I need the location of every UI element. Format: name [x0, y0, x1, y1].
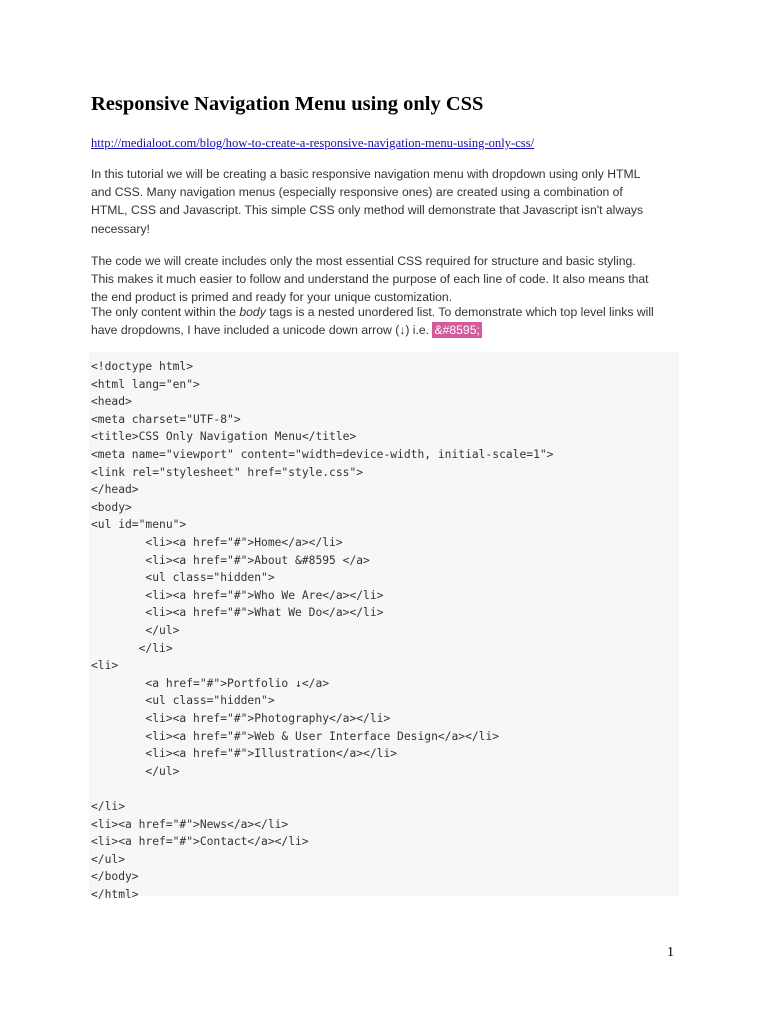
- code-line: <title>CSS Only Navigation Menu</title>: [91, 430, 357, 444]
- code-line: <html lang="en">: [91, 377, 200, 391]
- code-line: </ul>: [91, 852, 126, 866]
- code-line: </html>: [91, 888, 139, 901]
- content-paragraph: [91, 303, 691, 339]
- code-line: <ul class="hidden">: [91, 571, 275, 585]
- code-line: <head>: [91, 395, 132, 409]
- page-number: 1: [667, 945, 674, 960]
- text-segment: have dropdowns, I have included a unicode down arrow (↓) i.e.: [91, 323, 433, 338]
- page-title: Responsive Navigation Menu using only CSS: [91, 93, 484, 115]
- code-line: <li><a href="#">Home</a></li>: [91, 536, 343, 549]
- code-line: <body>: [91, 500, 132, 514]
- text-line: HTML, CSS and Javascript. This simple CSS only method will demonstrate that Javascript isn't always: [91, 203, 644, 218]
- code-line: <meta charset="UTF-8">: [91, 412, 241, 426]
- essential-css-paragraph: [91, 252, 691, 307]
- text-line: [91, 303, 691, 321]
- text-line: [91, 321, 691, 339]
- code-line: <link rel="stylesheet" href="style.css">: [91, 465, 364, 479]
- text-line: and CSS. Many navigation menus (especially responsive ones) are created using a combination of: [91, 185, 623, 200]
- code-line: <!doctype html>: [91, 360, 194, 373]
- code-line: <li><a href="#">Photography</a></li>: [91, 712, 391, 725]
- highlighted-entity: &#8595;: [434, 323, 480, 338]
- text-segment: tags is a nested unordered list. To demonstrate which top level links will: [265, 305, 654, 319]
- code-line: </ul>: [91, 764, 180, 778]
- code-block: [89, 352, 679, 901]
- text-line: In this tutorial we will be creating a basic responsive navigation menu with dropdown using only HTML: [91, 167, 641, 181]
- code-line: <li>: [91, 659, 119, 673]
- code-line: <li><a href="#">News</a></li>: [91, 817, 289, 831]
- code-line: </body>: [91, 870, 139, 884]
- text-line: necessary!: [91, 221, 150, 236]
- emphasis-body: body: [239, 305, 266, 319]
- code-line: <li><a href="#">About &#8595 </a>: [91, 553, 370, 567]
- code-line: </li>: [91, 641, 173, 655]
- code-line: </head>: [91, 483, 139, 497]
- code-line: <li><a href="#">Contact</a></li>: [91, 835, 309, 849]
- code-line: </ul>: [91, 624, 180, 637]
- code-line: <meta name="viewport" content="width=device-width, initial-scale=1">: [91, 448, 554, 461]
- text-line: This makes it much easier to follow and understand the purpose of each line of code. It also means that: [91, 272, 649, 287]
- text-line: The code we will create includes only the most essential CSS required for structure and basic styling.: [91, 254, 636, 268]
- intro-paragraph: [91, 165, 691, 238]
- code-line: <li><a href="#">Illustration</a></li>: [91, 747, 398, 761]
- code-line: </li>: [91, 800, 126, 813]
- code-line: <ul class="hidden">: [91, 694, 275, 708]
- code-line: <li><a href="#">What We Do</a></li>: [91, 606, 384, 620]
- code-line: <ul id="menu">: [91, 518, 187, 532]
- code-line: <li><a href="#">Who We Are</a></li>: [91, 588, 384, 602]
- text-segment: The only content within the: [91, 305, 240, 319]
- text-line: the end product is primed and ready for your unique customization.: [91, 290, 453, 305]
- code-line: <li><a href="#">Web & User Interface Design</a></li>: [91, 729, 500, 743]
- source-link[interactable]: http://medialoot.com/blog/how-to-create-a-responsive-navigation-menu-using-only-css/: [91, 136, 535, 150]
- code-line: <a href="#">Portfolio ↓</a>: [91, 676, 330, 690]
